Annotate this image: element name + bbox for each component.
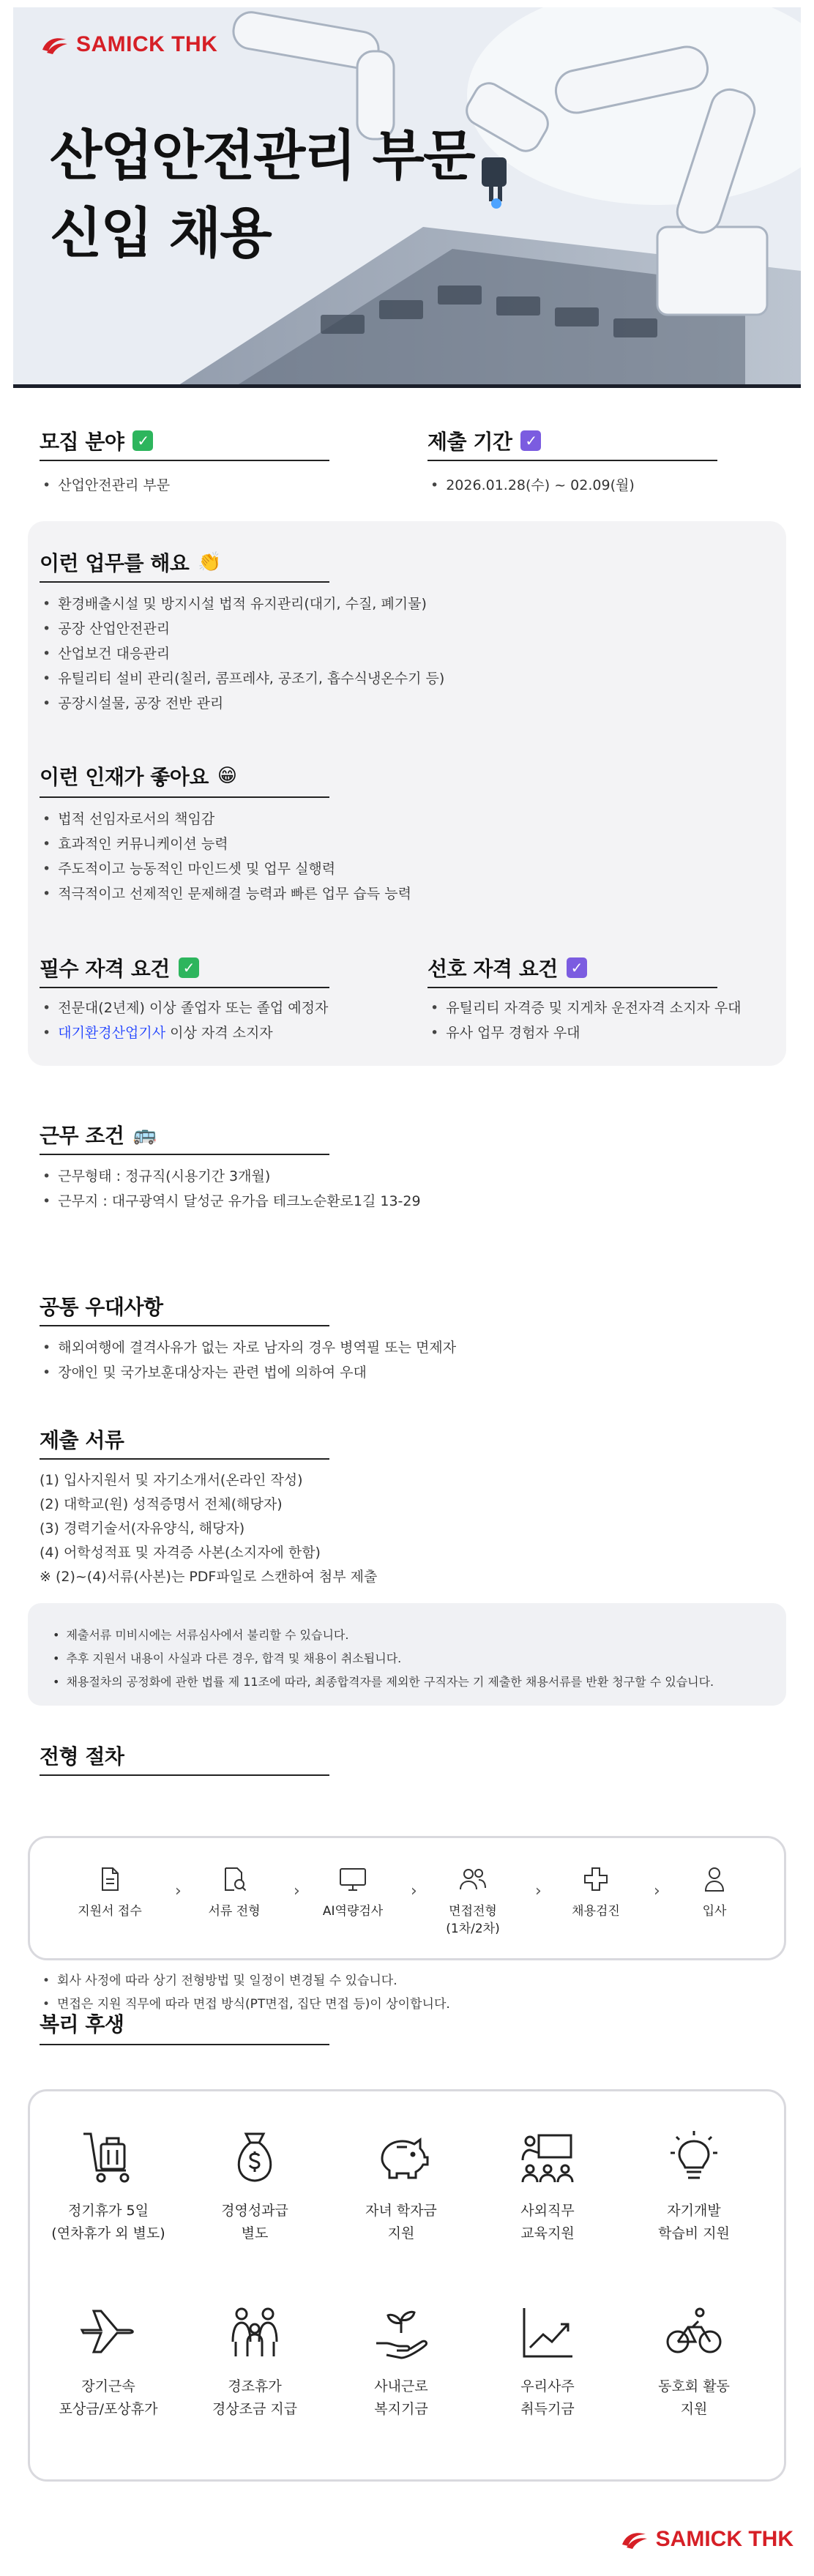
check-icon: ✓ bbox=[567, 957, 587, 978]
list-item: • 산업안전관리 부문 bbox=[42, 473, 170, 498]
list-item: • 근무형태 : 정규직(시용기간 3개월) bbox=[42, 1164, 421, 1189]
documents-heading bbox=[40, 1425, 124, 1454]
benefit-label: 동호회 활동 bbox=[658, 2378, 730, 2394]
benefit-sublabel: 복지기금 bbox=[374, 2401, 428, 2417]
step-label: 채용검진 bbox=[572, 1904, 620, 1919]
period-heading-text: 제출 기간 bbox=[427, 430, 512, 454]
benefits-heading bbox=[40, 2009, 124, 2038]
list-item: • 공장시설물, 공장 전반 관리 bbox=[42, 691, 444, 716]
common-list bbox=[42, 1335, 456, 1385]
benefit-item bbox=[478, 2304, 617, 2421]
page-title bbox=[50, 117, 474, 272]
preferred-list bbox=[430, 996, 742, 1045]
list-item: • 전문대(2년제) 이상 졸업자 또는 졸업 예정자 bbox=[42, 996, 328, 1020]
list-item: • 환경배출시설 및 방지시설 법적 유지관리(대기, 수질, 폐기물) bbox=[42, 591, 444, 616]
process-heading bbox=[40, 1741, 124, 1770]
check-icon: ✓ bbox=[132, 430, 153, 451]
field-heading bbox=[40, 426, 153, 455]
duties-heading-text: 이런 업무를 해요 bbox=[40, 551, 190, 575]
footer-logo bbox=[619, 2527, 794, 2552]
required-heading bbox=[40, 953, 199, 982]
benefit-sublabel: (연차휴가 외 별도) bbox=[51, 2225, 165, 2241]
document-icon bbox=[97, 1866, 122, 1892]
process-step bbox=[62, 1866, 157, 1920]
step-label: 입사 bbox=[702, 1904, 727, 1919]
common-heading bbox=[40, 1291, 163, 1321]
hero-banner bbox=[13, 7, 801, 388]
process-step bbox=[548, 1866, 643, 1920]
benefit-item bbox=[624, 2304, 763, 2421]
list-item: • 적극적이고 선제적인 문제해결 능력과 빠른 업무 습득 능력 bbox=[42, 881, 411, 906]
benefit-label: 경조휴가 bbox=[228, 2378, 282, 2394]
divider bbox=[427, 460, 717, 461]
step-label: 서류 전형 bbox=[208, 1904, 261, 1919]
training-icon bbox=[518, 2128, 577, 2187]
conditions-list bbox=[42, 1164, 421, 1214]
chevron-right-icon: › bbox=[411, 1882, 417, 1900]
list-item: (1) 입사지원서 및 자기소개서(온라인 작성) bbox=[40, 1472, 303, 1488]
list-item: • 채용절차의 공정화에 관한 법률 제 11조에 따라, 최종합격자를 제외한 구직자는 기 제출한 채용서류를 반환 청구할 수 있습니다. bbox=[53, 1670, 714, 1694]
benefit-sublabel: 별도 bbox=[241, 2225, 269, 2241]
process-step bbox=[305, 1866, 400, 1920]
family-icon bbox=[225, 2304, 284, 2362]
list-item: • 유틸리티 자격증 및 지게차 운전자격 소지자 우대 bbox=[430, 996, 742, 1020]
benefit-sublabel: 지원 bbox=[387, 2225, 415, 2241]
documents-list bbox=[40, 1468, 377, 1589]
process-step bbox=[187, 1866, 282, 1920]
benefit-sublabel: 포상금/포상휴가 bbox=[59, 2401, 158, 2417]
bicycle-icon bbox=[665, 2304, 723, 2362]
step-sublabel: (1차/2차) bbox=[446, 1922, 500, 1936]
period-heading bbox=[427, 426, 541, 455]
benefits-grid bbox=[28, 2089, 786, 2482]
brand-name: SAMICK THK bbox=[76, 32, 218, 56]
people-icon bbox=[458, 1866, 488, 1892]
process-step bbox=[667, 1866, 762, 1920]
chevron-right-icon: › bbox=[294, 1882, 300, 1900]
title-line-1: 산업안전관리 부문 bbox=[50, 124, 474, 187]
conditions-heading-text: 근무 조건 bbox=[40, 1124, 124, 1148]
duties-heading bbox=[40, 548, 221, 577]
list-item: • 법적 선임자로서의 책임감 bbox=[42, 807, 411, 832]
field-list bbox=[42, 473, 170, 498]
list-item: • 2026.01.28(수) ~ 02.09(월) bbox=[430, 473, 635, 498]
benefit-label: 경영성과급 bbox=[221, 2203, 288, 2219]
divider bbox=[427, 987, 717, 988]
benefit-label: 사외직무 bbox=[520, 2203, 575, 2219]
list-item-text: 이상 자격 소지자 bbox=[165, 1025, 273, 1041]
duties-list bbox=[42, 591, 444, 716]
list-item: (4) 어학성적표 및 자격증 사본(소지자에 한함) bbox=[40, 1545, 321, 1561]
preferred-heading-text: 선호 자격 요건 bbox=[427, 957, 558, 981]
period-list bbox=[430, 473, 635, 498]
process-steps bbox=[28, 1836, 786, 1960]
divider bbox=[40, 1774, 329, 1776]
divider bbox=[40, 987, 329, 988]
list-item: • 제출서류 미비시에는 서류심사에서 불리할 수 있습니다. bbox=[53, 1624, 714, 1647]
divider bbox=[40, 796, 329, 798]
notice-list bbox=[53, 1624, 714, 1694]
person-icon bbox=[702, 1866, 727, 1892]
benefit-label: 정기휴가 5일 bbox=[68, 2203, 149, 2219]
growth-chart-icon bbox=[518, 2304, 577, 2362]
step-label: AI역량검사 bbox=[322, 1904, 384, 1919]
list-item bbox=[42, 1020, 328, 1045]
check-icon: ✓ bbox=[179, 957, 199, 978]
list-item: (2) 대학교(원) 성적증명서 전체(해당자) bbox=[40, 1496, 283, 1512]
title-line-2: 신입 채용 bbox=[50, 202, 271, 265]
monitor-icon bbox=[338, 1866, 367, 1892]
divider bbox=[40, 581, 329, 583]
list-item: • 면접은 지원 직무에 따라 면접 방식(PT면접, 집단 면접 등)이 상이합니다. bbox=[42, 1993, 450, 2016]
brand-logo bbox=[40, 32, 217, 57]
benefit-label: 자녀 학자금 bbox=[365, 2203, 437, 2219]
money-bag-icon bbox=[225, 2128, 284, 2187]
list-item: • 공장 산업안전관리 bbox=[42, 616, 444, 641]
smile-icon: 😁 bbox=[217, 765, 237, 787]
benefit-label: 장기근속 bbox=[81, 2378, 135, 2394]
talent-heading bbox=[40, 761, 237, 791]
lightbulb-icon bbox=[665, 2128, 723, 2187]
benefit-item bbox=[39, 2304, 178, 2421]
list-item: ※ (2)~(4)서류(사본)는 PDF파일로 스캔하여 첨부 제출 bbox=[40, 1569, 378, 1585]
samick-logo-icon bbox=[619, 2528, 649, 2550]
process-step bbox=[425, 1866, 520, 1938]
talent-list bbox=[42, 807, 411, 906]
divider bbox=[40, 1154, 329, 1155]
list-item: • 효과적인 커뮤니케이션 능력 bbox=[42, 832, 411, 856]
bus-icon: 🚌 bbox=[132, 1124, 157, 1146]
documents-heading-text: 제출 서류 bbox=[40, 1428, 124, 1452]
list-item: • 회사 사정에 따라 상기 전형방법 및 일정이 변경될 수 있습니다. bbox=[42, 1969, 450, 1993]
list-item: • 주도적이고 능동적인 마인드셋 및 업무 실행력 bbox=[42, 856, 411, 881]
preferred-heading bbox=[427, 953, 587, 982]
benefits-heading-text: 복리 후생 bbox=[40, 2012, 124, 2036]
clapping-icon: 👏 bbox=[198, 551, 222, 573]
benefit-sublabel: 취득기금 bbox=[520, 2401, 575, 2417]
benefit-sublabel: 학습비 지원 bbox=[658, 2225, 730, 2241]
divider bbox=[40, 1458, 329, 1460]
piggy-bank-icon bbox=[372, 2128, 430, 2187]
plant-hand-icon bbox=[372, 2304, 430, 2362]
list-item: • 유사 업무 경험자 우대 bbox=[430, 1020, 742, 1045]
talent-heading-text: 이런 인재가 좋아요 bbox=[40, 765, 209, 789]
common-heading-text: 공통 우대사항 bbox=[40, 1295, 163, 1319]
list-item: • 근무지 : 대구광역시 달성군 유가읍 테크노순환로1길 13-29 bbox=[42, 1189, 421, 1214]
benefit-sublabel: 지원 bbox=[680, 2401, 708, 2417]
benefit-item bbox=[332, 2304, 471, 2421]
benefit-label: 자기개발 bbox=[667, 2203, 721, 2219]
benefit-label: 사내근로 bbox=[374, 2378, 428, 2394]
conditions-heading bbox=[40, 1120, 156, 1149]
hero-divider bbox=[13, 384, 801, 388]
list-item: • 장애인 및 국가보훈대상자는 관련 법에 의하여 우대 bbox=[42, 1360, 456, 1385]
benefit-label: 우리사주 bbox=[520, 2378, 575, 2394]
chevron-right-icon: › bbox=[654, 1882, 660, 1900]
list-item: • 산업보건 대응관리 bbox=[42, 641, 444, 666]
chevron-right-icon: › bbox=[175, 1882, 182, 1900]
field-heading-text: 모집 분야 bbox=[40, 430, 124, 454]
check-icon: ✓ bbox=[520, 430, 541, 451]
list-item: • 추후 지원서 내용이 사실과 다른 경우, 합격 및 채용이 취소됩니다. bbox=[53, 1647, 714, 1670]
samick-logo-icon bbox=[40, 34, 69, 56]
benefit-item bbox=[39, 2128, 178, 2245]
required-heading-text: 필수 자격 요건 bbox=[40, 957, 170, 981]
list-item: • 해외여행에 결격사유가 없는 자로 남자의 경우 병역필 또는 면제자 bbox=[42, 1335, 456, 1360]
step-label: 면접전형 bbox=[449, 1904, 497, 1919]
benefit-item bbox=[478, 2128, 617, 2245]
certificate-link-text: 대기환경산업기사 bbox=[58, 1025, 166, 1041]
benefit-sublabel: 교육지원 bbox=[520, 2225, 575, 2241]
airplane-icon bbox=[79, 2304, 138, 2362]
list-item: • 유틸리티 설비 관리(칠러, 콤프레샤, 공조기, 흡수식냉온수기 등) bbox=[42, 666, 444, 691]
benefit-item bbox=[185, 2128, 324, 2245]
divider bbox=[40, 2044, 329, 2045]
list-item: (3) 경력기술서(자유양식, 해당자) bbox=[40, 1520, 245, 1537]
luggage-icon bbox=[79, 2128, 138, 2187]
benefit-item bbox=[332, 2128, 471, 2245]
divider bbox=[40, 460, 329, 461]
divider bbox=[40, 1325, 329, 1326]
medical-cross-icon bbox=[583, 1866, 609, 1892]
footer-brand-name: SAMICK THK bbox=[655, 2527, 794, 2551]
benefit-item bbox=[624, 2128, 763, 2245]
required-list bbox=[42, 996, 328, 1045]
search-document-icon bbox=[221, 1866, 247, 1892]
chevron-right-icon: › bbox=[535, 1882, 542, 1900]
benefit-sublabel: 경상조금 지급 bbox=[212, 2401, 298, 2417]
process-heading-text: 전형 절차 bbox=[40, 1744, 124, 1769]
documents-notice bbox=[28, 1603, 786, 1706]
step-label: 지원서 접수 bbox=[78, 1904, 142, 1919]
benefit-item bbox=[185, 2304, 324, 2421]
